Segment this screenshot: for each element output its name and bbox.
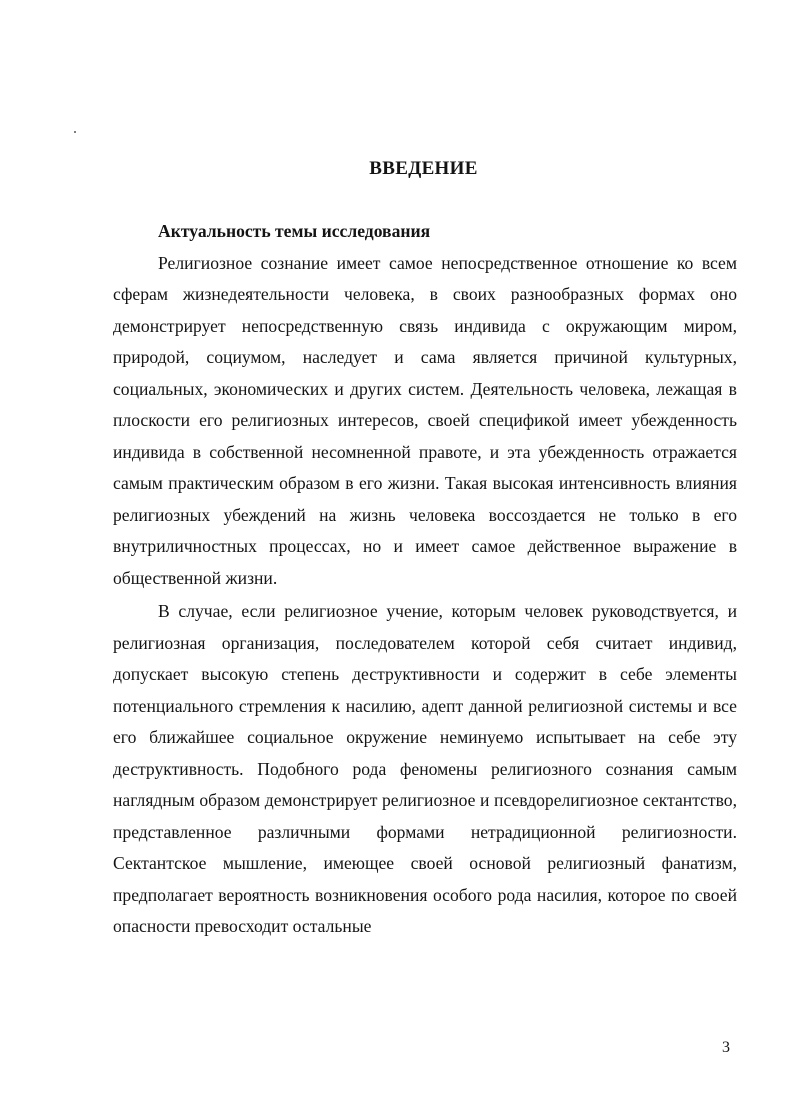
body-text [113,216,737,943]
scan-speck [74,131,76,133]
page-title: ВВЕДЕНИЕ [369,158,478,179]
section-subheading: Актуальность темы исследования [158,221,431,241]
paragraph-2: В случае, если религиозное учение, которым человек руководствуется, и религиозная организация, последователем которой себя считает индивид, допускает высокую степень деструктивности и содержит в себе элементы потенциального стремления к насилию, адепт данной религиозной системы и все его ближайшее социальное окружение неминуемо испытывает на себе эту деструктивность. Подобного рода феномены религиозного сознания самым наглядным образом демонстрирует религиозное и псевдорелигиозное сектантство, представленное различными формами нетрадиционной религиозности. Сектантское мышление, имеющее своей основой религиозный фанатизм, предполагает вероятность возникновения особого рода насилия, которое по своей опасности превосходит остальные [113,601,737,936]
page-number: 3 [722,1039,730,1056]
paragraph-1: Религиозное сознание имеет самое непосредственное отношение ко всем сферам жизнедеятельности человека, в своих разнообразных формах оно демонстрирует непосредственную связь индивида с окружающим миром, природой, социумом, наследует и сама является причиной культурных, социальных, экономических и других систем. Деятельность человека, лежащая в плоскости его религиозных интересов, своей спецификой имеет убежденность индивида в собственной несомненной правоте, и эта убежденность отражается самым практическим образом в его жизни. Такая высокая интенсивность влияния религиозных убеждений на жизнь человека воссоздается не только в его внутриличностных процессах, но и имеет самое действенное выражение в общественной жизни. [113,252,737,588]
